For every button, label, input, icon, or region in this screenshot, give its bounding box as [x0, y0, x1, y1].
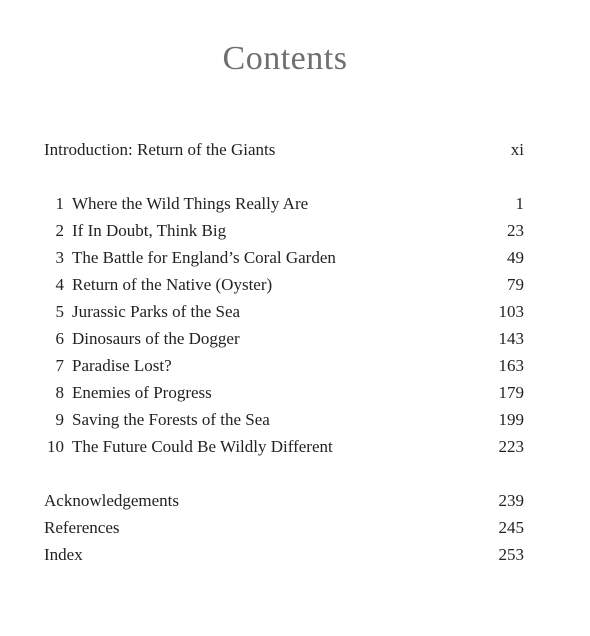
chapter-title: Enemies of Progress	[72, 383, 212, 402]
toc-chapter-4	[44, 273, 524, 297]
toc-chapter-9	[44, 408, 524, 432]
back-matter-page: 239	[498, 491, 524, 510]
chapter-number: 8	[55, 383, 64, 402]
toc-chapter-3	[44, 246, 524, 270]
chapter-page: 49	[507, 248, 524, 267]
chapter-number: 6	[55, 329, 64, 348]
contents-title: Contents	[222, 40, 348, 77]
chapter-title: If In Doubt, Think Big	[72, 221, 227, 240]
toc-chapter-6	[44, 327, 524, 351]
toc-chapter-1	[44, 192, 524, 216]
toc-introduction	[44, 138, 524, 162]
back-matter-label: References	[44, 518, 120, 537]
toc-acknowledgements	[44, 489, 524, 513]
chapter-number: 5	[55, 302, 64, 321]
back-matter-label: Index	[44, 545, 83, 564]
chapter-page: 143	[498, 329, 524, 348]
back-matter-label: Acknowledgements	[44, 491, 180, 510]
chapter-page: 223	[498, 437, 524, 456]
toc-references	[44, 516, 524, 540]
toc-chapter-2	[44, 219, 524, 243]
chapter-title: The Battle for England’s Coral Garden	[72, 248, 336, 267]
chapter-page: 103	[498, 302, 524, 321]
chapter-page: 1	[515, 194, 524, 213]
chapter-number: 3	[55, 248, 64, 267]
chapter-title: The Future Could Be Wildly Different	[72, 437, 333, 456]
chapter-number: 2	[55, 221, 64, 240]
back-matter-page: 253	[498, 545, 524, 564]
chapter-page: 199	[498, 410, 524, 429]
toc-chapter-5	[44, 300, 524, 324]
chapter-number: 1	[55, 194, 64, 213]
toc-chapter-10	[44, 435, 524, 459]
chapter-title: Jurassic Parks of the Sea	[72, 302, 241, 321]
chapter-number: 7	[55, 356, 64, 375]
chapter-page: 163	[498, 356, 524, 375]
chapter-page: 179	[498, 383, 524, 402]
toc-chapter-7	[44, 354, 524, 378]
chapter-title: Return of the Native (Oyster)	[72, 275, 273, 294]
chapter-title: Where the Wild Things Really Are	[72, 194, 309, 213]
chapter-number: 4	[55, 275, 64, 294]
chapter-number: 9	[55, 410, 64, 429]
chapter-title: Dinosaurs of the Dogger	[72, 329, 240, 348]
chapter-page: 23	[507, 221, 524, 240]
chapter-page: 79	[507, 275, 524, 294]
introduction-label: Introduction: Return of the Giants	[44, 140, 276, 159]
toc-index	[44, 543, 524, 567]
chapter-title: Saving the Forests of the Sea	[72, 410, 270, 429]
chapter-number: 10	[47, 437, 64, 456]
chapter-title: Paradise Lost?	[72, 356, 172, 375]
toc-chapter-8	[44, 381, 524, 405]
introduction-page: xi	[510, 140, 524, 159]
back-matter-page: 245	[498, 518, 524, 537]
